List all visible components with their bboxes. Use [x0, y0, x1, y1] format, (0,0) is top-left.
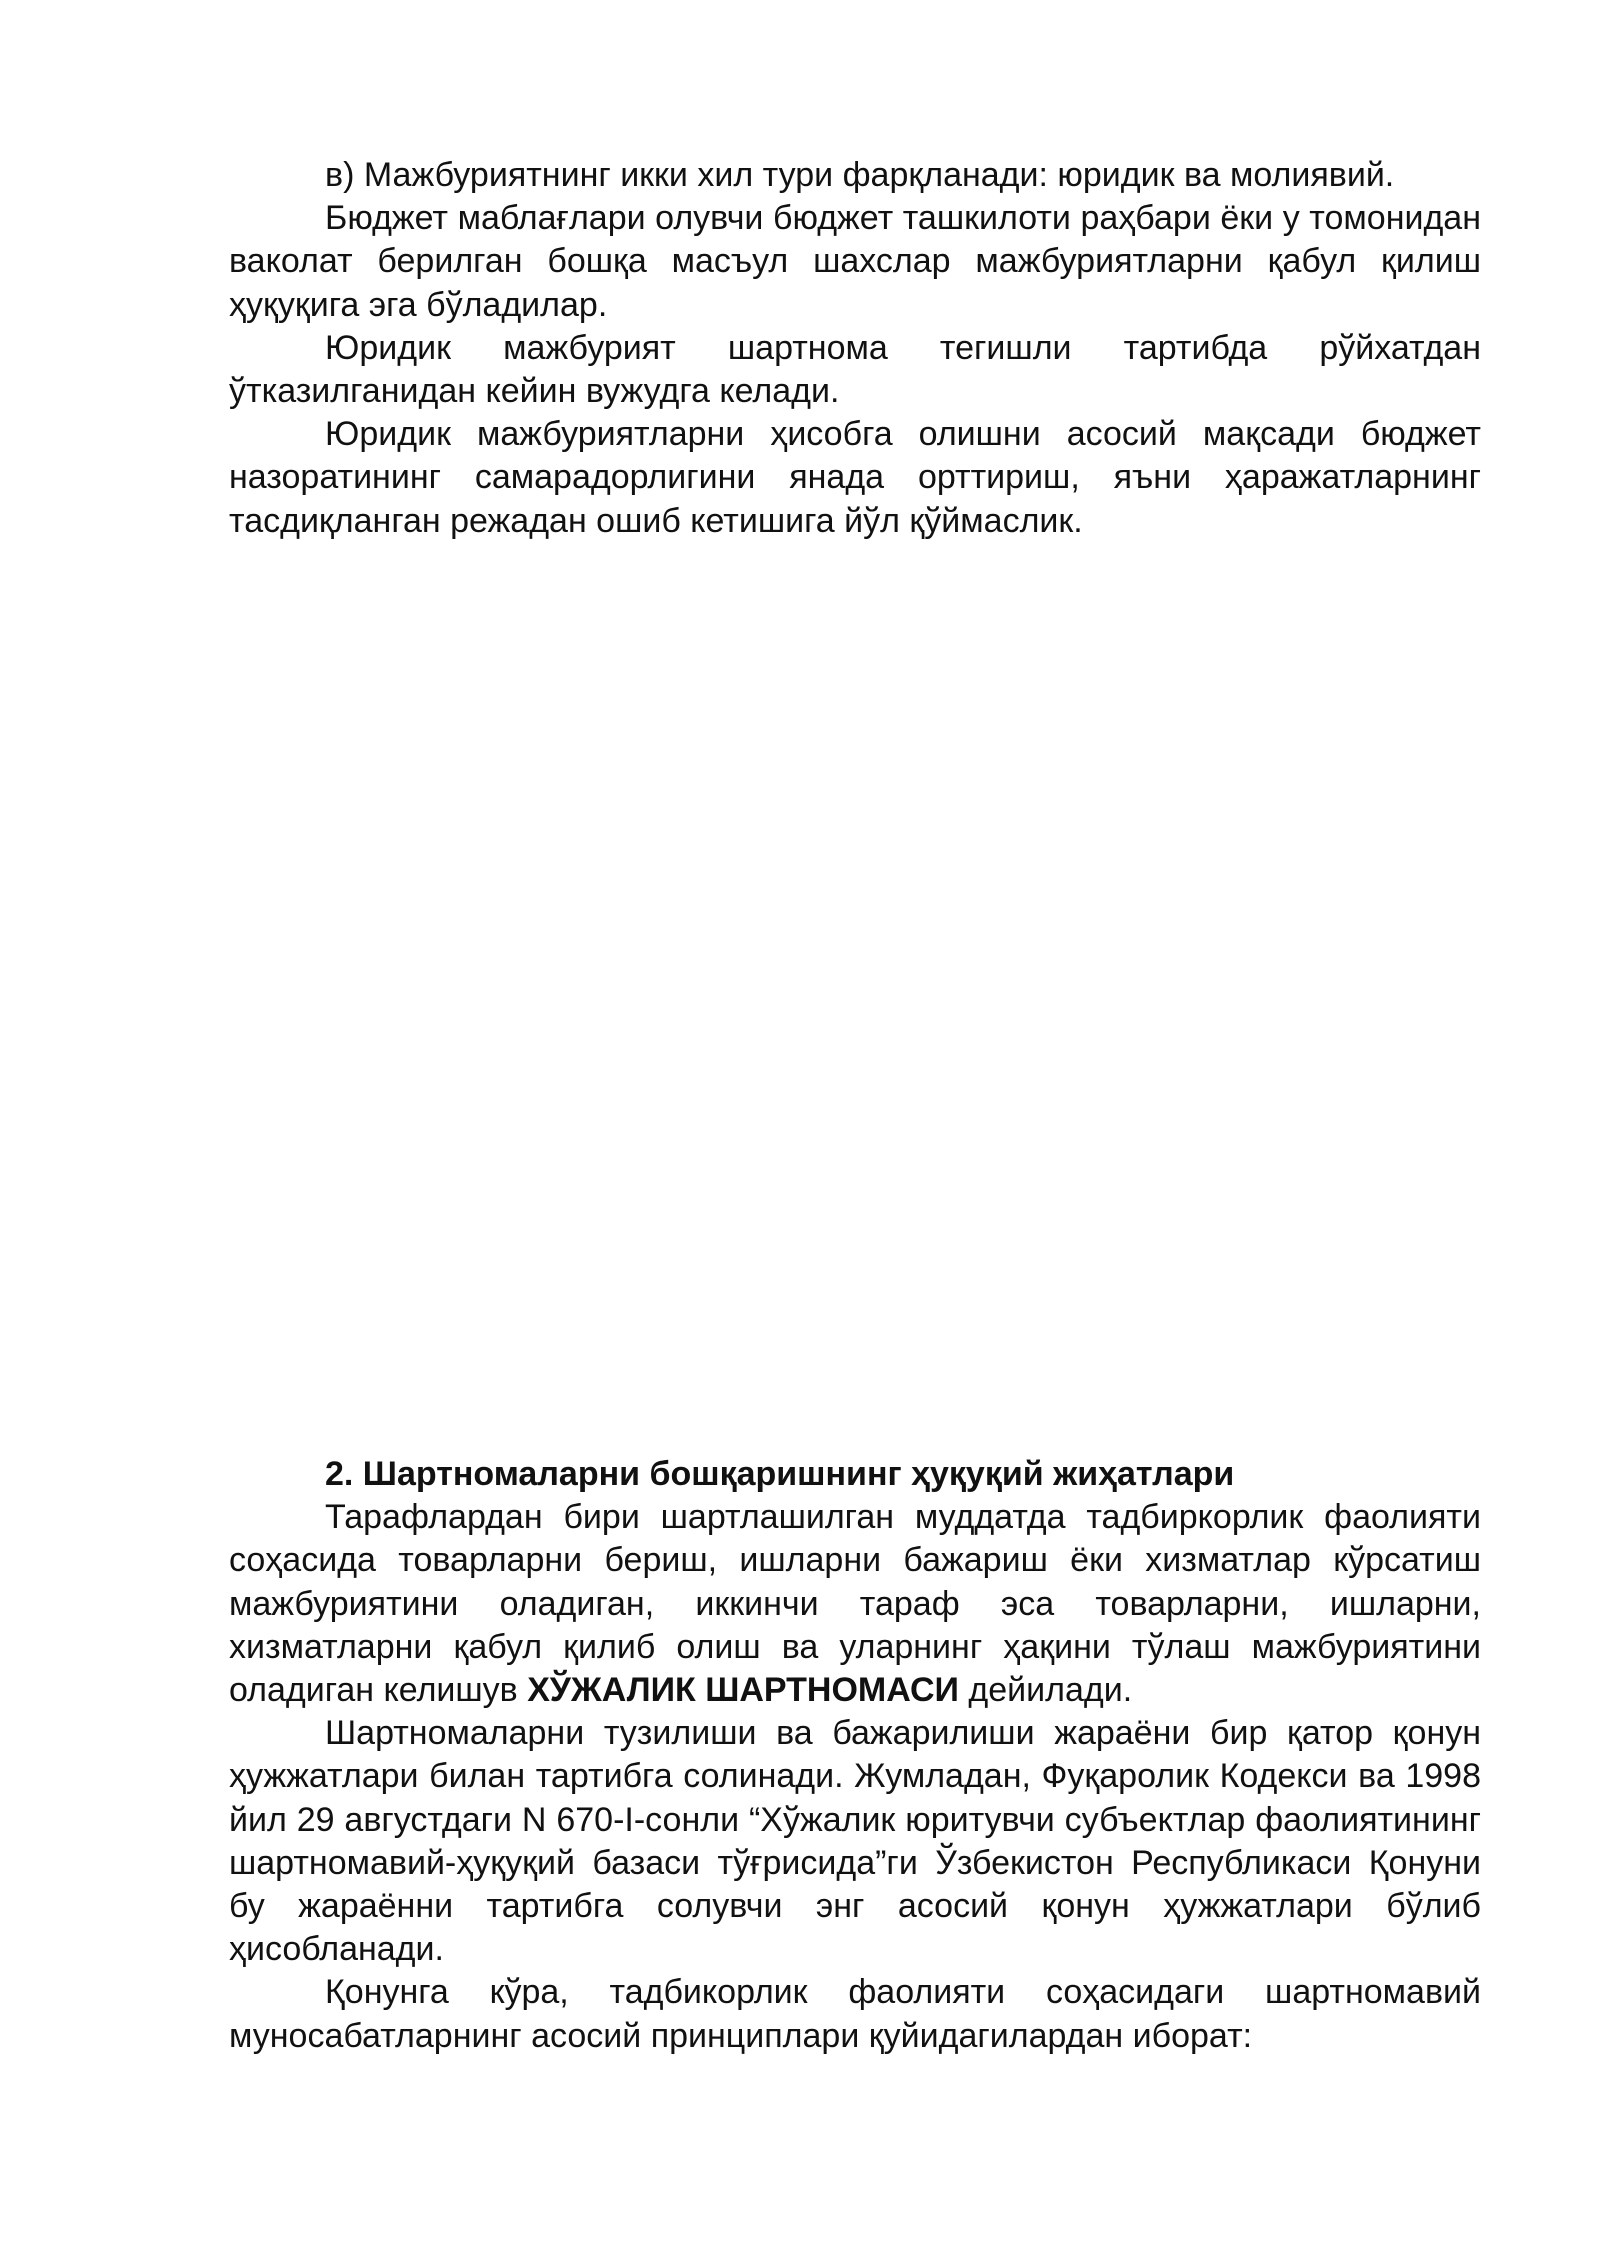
text-section-obligations: [229, 154, 1481, 543]
paragraph-obligation-types: в) Мажбуриятнинг икки хил тури фарқланади: юридик ва молиявий.: [325, 156, 1395, 194]
paragraph-contract-definition: [229, 1496, 1481, 1712]
paragraph-principles-intro: Қонунга кўра, тадбикорлик фаолияти соҳасидаги шартномавий муносабатларнинг асосий принциплари қуйидагилардан иборат:: [229, 1973, 1481, 2055]
paragraph-budget-recipient: Бюджет маблағлари олувчи бюджет ташкилоти раҳбари ёки у томонидан ваколат берилган бошқа масъул шахслар мажбуриятларни қабул қилиш ҳуқуқига эга бўладилар.: [229, 199, 1481, 324]
paragraph-accounting-purpose: Юридик мажбуриятларни ҳисобга олишни асосий мақсади бюджет назоратининг самарадорлигини янада орттириш, яъни ҳаражатларнинг тасдиқланган режадан ошиб кетишига йўл қўймаслик.: [229, 415, 1481, 540]
definition-text-after: дейилади.: [958, 1671, 1133, 1710]
section-heading: 2. Шартномаларни бошқаришнинг ҳуқуқий жиҳатлари: [325, 1455, 1235, 1493]
defined-term: ХЎЖАЛИК ШАРТНОМАСИ: [527, 1671, 959, 1710]
definition-text-before: Тарафлардан бири шартлашилган муддатда тадбиркорлик фаолияти соҳасида товарларни бериш, ишларни бажариш ёки хизматлар кўрсатиш мажбуриятини оладиган, иккинчи тараф эса товарларни, ишларни, хизматларни қабул қилиб олиш ва уларнинг ҳақини тўлаш мажбуриятини оладиган келишув: [229, 1498, 1481, 1710]
paragraph-legal-regulation: Шартномаларни тузилиши ва бажарилиши жараёни бир қатор қонун ҳужжатлари билан тартибга солинади. Жумладан, Фуқаролик Кодекси ва 1998 йил 29 августдаги N 670-I-сонли “Хўжалик юритувчи субъектлар фаолиятининг шартномавий-ҳуқуқий базаси тўғрисида”ги Ўзбекистон Республикаси Қонуни бу жараённи тартибга солувчи энг асосий қонун ҳужжатлари бўлиб ҳисобланади.: [229, 1714, 1481, 1969]
paragraph-legal-obligation: Юридик мажбурият шартнома тегишли тартибда рўйхатдан ўтказилганидан кейин вужудга келади.: [229, 328, 1481, 411]
text-section-contract-management: [229, 1453, 1481, 2058]
